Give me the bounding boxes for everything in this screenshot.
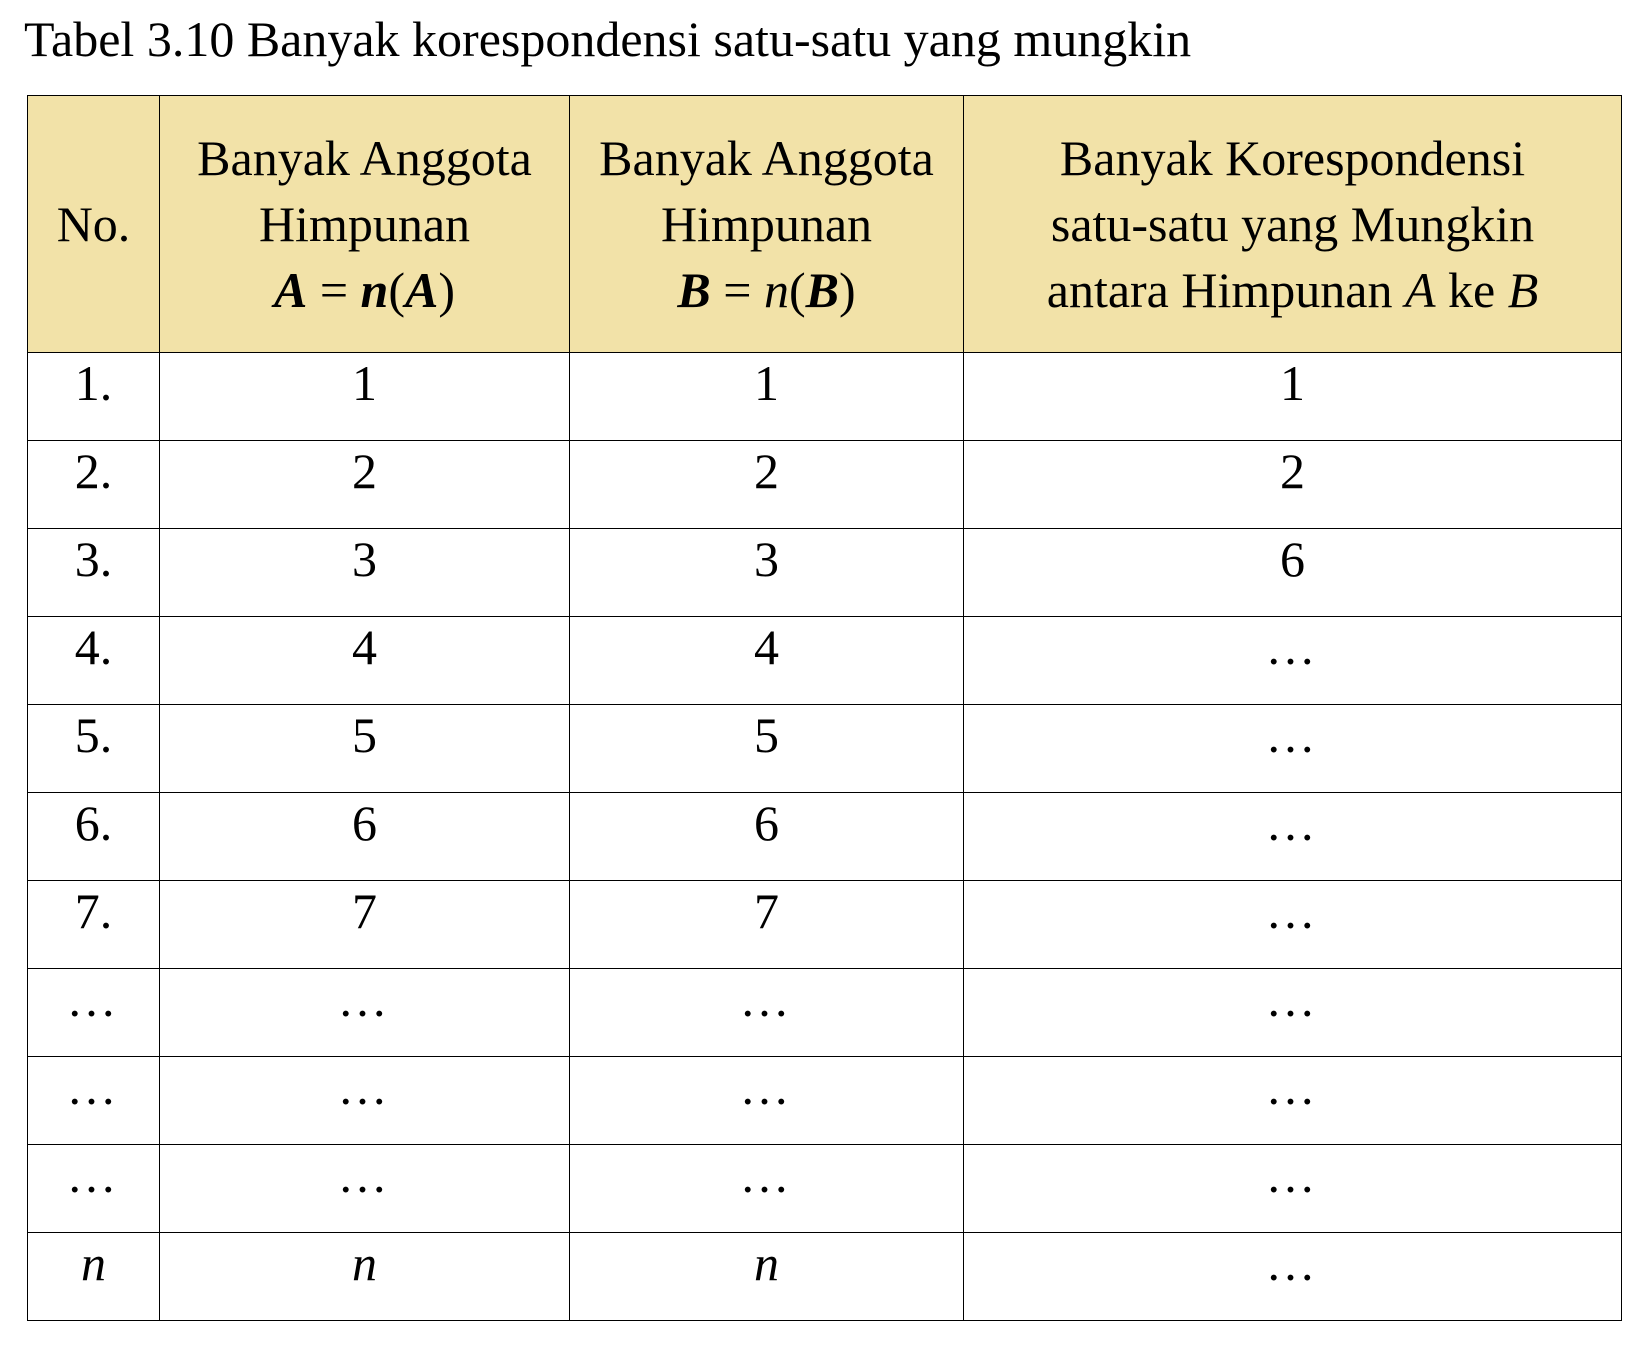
cell-b: 6 <box>570 793 964 881</box>
table-row <box>28 617 1622 705</box>
cell-no: … <box>28 1057 160 1145</box>
cell-no: 6. <box>28 793 160 881</box>
header-a-line1: Banyak Anggota <box>197 130 532 186</box>
cell-c: … <box>964 881 1622 969</box>
table-row <box>28 705 1622 793</box>
cell-c: … <box>964 705 1622 793</box>
cell-c: … <box>964 969 1622 1057</box>
formula-a-fn: n <box>360 262 389 318</box>
formula-a-close: ) <box>438 262 456 318</box>
cell-c: … <box>964 617 1622 705</box>
cell-c: … <box>964 1233 1622 1321</box>
cell-no: 2. <box>28 441 160 529</box>
correspondence-table <box>27 95 1622 1321</box>
header-correspondence-count <box>964 96 1622 353</box>
cell-b: … <box>570 1145 964 1233</box>
header-a-line2: Himpunan <box>258 196 471 252</box>
formula-b-eq: = <box>710 262 764 318</box>
cell-a: 1 <box>160 353 570 441</box>
cell-no: n <box>28 1233 160 1321</box>
cell-a: 6 <box>160 793 570 881</box>
cell-a: n <box>160 1233 570 1321</box>
table-row <box>28 1145 1622 1233</box>
cell-no: … <box>28 969 160 1057</box>
cell-a: 2 <box>160 441 570 529</box>
cell-a: 7 <box>160 881 570 969</box>
cell-b: 2 <box>570 441 964 529</box>
cell-a: … <box>160 1145 570 1233</box>
cell-a: … <box>160 969 570 1057</box>
table-row <box>28 969 1622 1057</box>
cell-a: … <box>160 1057 570 1145</box>
header-c-set-b: B <box>1507 262 1539 318</box>
cell-b: … <box>570 1057 964 1145</box>
header-b-line2: Himpunan <box>660 196 873 252</box>
cell-no: 3. <box>28 529 160 617</box>
table-row <box>28 353 1622 441</box>
formula-a-left: A <box>273 262 308 318</box>
table-header-row <box>28 96 1622 353</box>
header-c-line3-pre: antara Himpunan <box>1046 262 1405 318</box>
formula-a-eq: = <box>307 262 361 318</box>
header-set-b-size <box>570 96 964 353</box>
header-no <box>28 96 160 353</box>
header-a-formula <box>160 257 569 323</box>
formula-b-open: ( <box>788 262 806 318</box>
header-c-set-a: A <box>1404 262 1436 318</box>
formula-b-left: B <box>677 262 711 318</box>
table-row <box>28 1057 1622 1145</box>
cell-a: 4 <box>160 617 570 705</box>
formula-a-open: ( <box>388 262 405 318</box>
cell-c: 1 <box>964 353 1622 441</box>
table-body <box>28 353 1622 1321</box>
table-row <box>28 529 1622 617</box>
cell-b: 1 <box>570 353 964 441</box>
cell-no: 4. <box>28 617 160 705</box>
cell-c: … <box>964 1145 1622 1233</box>
cell-no: … <box>28 1145 160 1233</box>
cell-b: 4 <box>570 617 964 705</box>
table-row <box>28 441 1622 529</box>
cell-c: 6 <box>964 529 1622 617</box>
cell-no: 7. <box>28 881 160 969</box>
table-row <box>28 1233 1622 1321</box>
header-c-line2: satu-satu yang Mungkin <box>1050 196 1535 252</box>
formula-a-arg: A <box>405 262 439 318</box>
cell-a: 3 <box>160 529 570 617</box>
header-b-formula <box>570 257 963 323</box>
header-b-line1: Banyak Anggota <box>599 130 934 186</box>
cell-no: 1. <box>28 353 160 441</box>
cell-no: 5. <box>28 705 160 793</box>
cell-b: 5 <box>570 705 964 793</box>
cell-b: … <box>570 969 964 1057</box>
formula-b-arg: B <box>805 262 839 318</box>
cell-b: n <box>570 1233 964 1321</box>
formula-b-fn: n <box>763 262 789 318</box>
header-c-line3 <box>964 257 1621 323</box>
header-c-line3-mid: ke <box>1435 262 1508 318</box>
table-row <box>28 881 1622 969</box>
header-no-label: No. <box>56 196 131 252</box>
table-caption: Tabel 3.10 Banyak korespondensi satu-satu yang mungkin <box>24 11 1192 67</box>
cell-c: 2 <box>964 441 1622 529</box>
header-set-a-size <box>160 96 570 353</box>
cell-a: 5 <box>160 705 570 793</box>
cell-c: … <box>964 1057 1622 1145</box>
cell-b: 3 <box>570 529 964 617</box>
table-row <box>28 793 1622 881</box>
header-c-line1: Banyak Korespondensi <box>1059 130 1526 186</box>
formula-b-close: ) <box>838 262 856 318</box>
cell-c: … <box>964 793 1622 881</box>
cell-b: 7 <box>570 881 964 969</box>
